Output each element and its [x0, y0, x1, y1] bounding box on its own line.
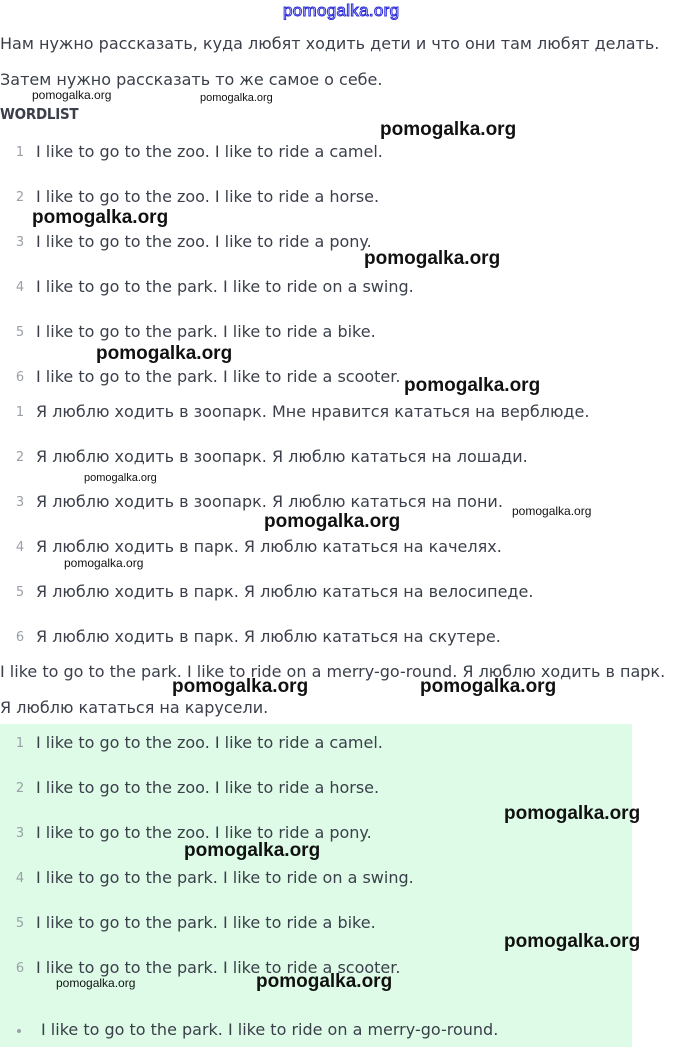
answer-block	[0, 724, 632, 1047]
english-item-1	[0, 142, 680, 164]
item-text: I like to go to the park. I like to ride a scooter.	[36, 367, 401, 386]
english-item-4	[0, 277, 680, 299]
item-number: 4	[15, 871, 25, 886]
watermark: pomogalka.org	[84, 472, 157, 484]
intro-line-1: Нам нужно рассказать, куда любят ходить дети и что они там любят делать.	[0, 34, 660, 53]
item-number: 6	[15, 630, 25, 645]
item-text: I like to go to the park. I like to ride on a swing.	[36, 277, 414, 296]
watermark: pomogalka.org	[32, 207, 169, 228]
watermark: pomogalka.org	[32, 88, 112, 102]
item-text: I like to go to the park. I like to ride a bike.	[36, 322, 376, 341]
item-text: I like to go to the zoo. I like to ride a horse.	[36, 778, 380, 797]
watermark: pomogalka.org	[256, 971, 393, 992]
watermark: pomogalka.org	[364, 248, 501, 269]
item-number: 1	[15, 145, 25, 160]
item-number: 3	[15, 235, 25, 250]
item-text: Я люблю ходить в зоопарк. Мне нравится кататься на верблюде.	[36, 402, 590, 421]
answer-item-4	[0, 868, 680, 890]
english-item-5	[0, 322, 680, 344]
item-number: 2	[15, 190, 25, 205]
bullet-icon	[17, 1029, 21, 1033]
watermark: pomogalka.org	[512, 504, 592, 518]
russian-item-1	[0, 402, 680, 424]
watermark: pomogalka.org	[504, 803, 641, 824]
watermark: pomogalka.org	[264, 511, 401, 532]
item-text: I like to go to the zoo. I like to ride a pony.	[36, 232, 372, 251]
russian-item-5	[0, 582, 680, 604]
intro-line-2: Затем нужно рассказать то же самое о себе.	[0, 70, 383, 89]
item-number: 3	[15, 826, 25, 841]
item-number: 2	[15, 781, 25, 796]
watermark: pomogalka.org	[184, 840, 321, 861]
watermark: pomogalka.org	[56, 976, 136, 990]
item-number: 1	[15, 405, 25, 420]
item-text: Я люблю ходить в парк. Я люблю кататься на скутере.	[36, 627, 501, 646]
item-number: 2	[15, 450, 25, 465]
item-number: 6	[15, 370, 25, 385]
item-number: 4	[15, 280, 25, 295]
item-text: I like to go to the zoo. I like to ride a camel.	[36, 733, 383, 752]
item-number: 4	[15, 540, 25, 555]
watermark: pomogalka.org	[380, 119, 517, 140]
watermark: pomogalka.org	[420, 676, 557, 697]
item-text: I like to go to the zoo. I like to ride a camel.	[36, 142, 383, 161]
item-text: I like to go to the zoo. I like to ride a horse.	[36, 187, 380, 206]
item-number: 6	[15, 961, 25, 976]
item-number: 3	[15, 495, 25, 510]
item-text: I like to go to the park. I like to ride a bike.	[36, 913, 376, 932]
extra-sentence-line-1: I like to go to the park. I like to ride on a merry-go-round. Я люблю ходить в парк.	[0, 662, 666, 681]
russian-item-6	[0, 627, 680, 649]
answer-bullet-item	[0, 1020, 632, 1042]
russian-item-2	[0, 447, 680, 469]
item-number: 5	[15, 916, 25, 931]
watermark: pomogalka.org	[96, 343, 233, 364]
english-item-6	[0, 367, 680, 389]
watermark: pomogalka.org	[404, 375, 541, 396]
watermark: pomogalka.org	[504, 931, 641, 952]
item-text: I like to go to the park. I like to ride a scooter.	[36, 958, 401, 977]
wordlist-heading: WORDLIST	[0, 105, 79, 123]
english-item-2	[0, 187, 680, 209]
item-text: I like to go to the park. I like to ride on a swing.	[36, 868, 414, 887]
watermark: pomogalka.org	[172, 676, 309, 697]
item-number: 5	[15, 585, 25, 600]
english-item-3	[0, 232, 680, 254]
watermark: pomogalka.org	[64, 556, 144, 570]
watermark: pomogalka.org	[200, 92, 273, 104]
item-text: Я люблю ходить в зоопарк. Я люблю кататься на пони.	[36, 492, 503, 511]
item-text: I like to go to the zoo. I like to ride a pony.	[36, 823, 372, 842]
item-text: Я люблю ходить в парк. Я люблю кататься на качелях.	[36, 537, 502, 556]
item-text: Я люблю ходить в зоопарк. Я люблю кататься на лошади.	[36, 447, 528, 466]
answer-item-1	[0, 733, 680, 755]
item-text: I like to go to the park. I like to ride on a merry-go-round.	[41, 1020, 499, 1039]
item-number: 1	[15, 736, 25, 751]
item-number: 5	[15, 325, 25, 340]
answer-item-2	[0, 778, 680, 800]
site-logo[interactable]: pomogalka.org	[283, 1, 400, 20]
extra-sentence-line-2: Я люблю кататься на карусели.	[0, 698, 269, 717]
answer-item-3	[0, 823, 680, 845]
item-text: Я люблю ходить в парк. Я люблю кататься на велосипеде.	[36, 582, 534, 601]
